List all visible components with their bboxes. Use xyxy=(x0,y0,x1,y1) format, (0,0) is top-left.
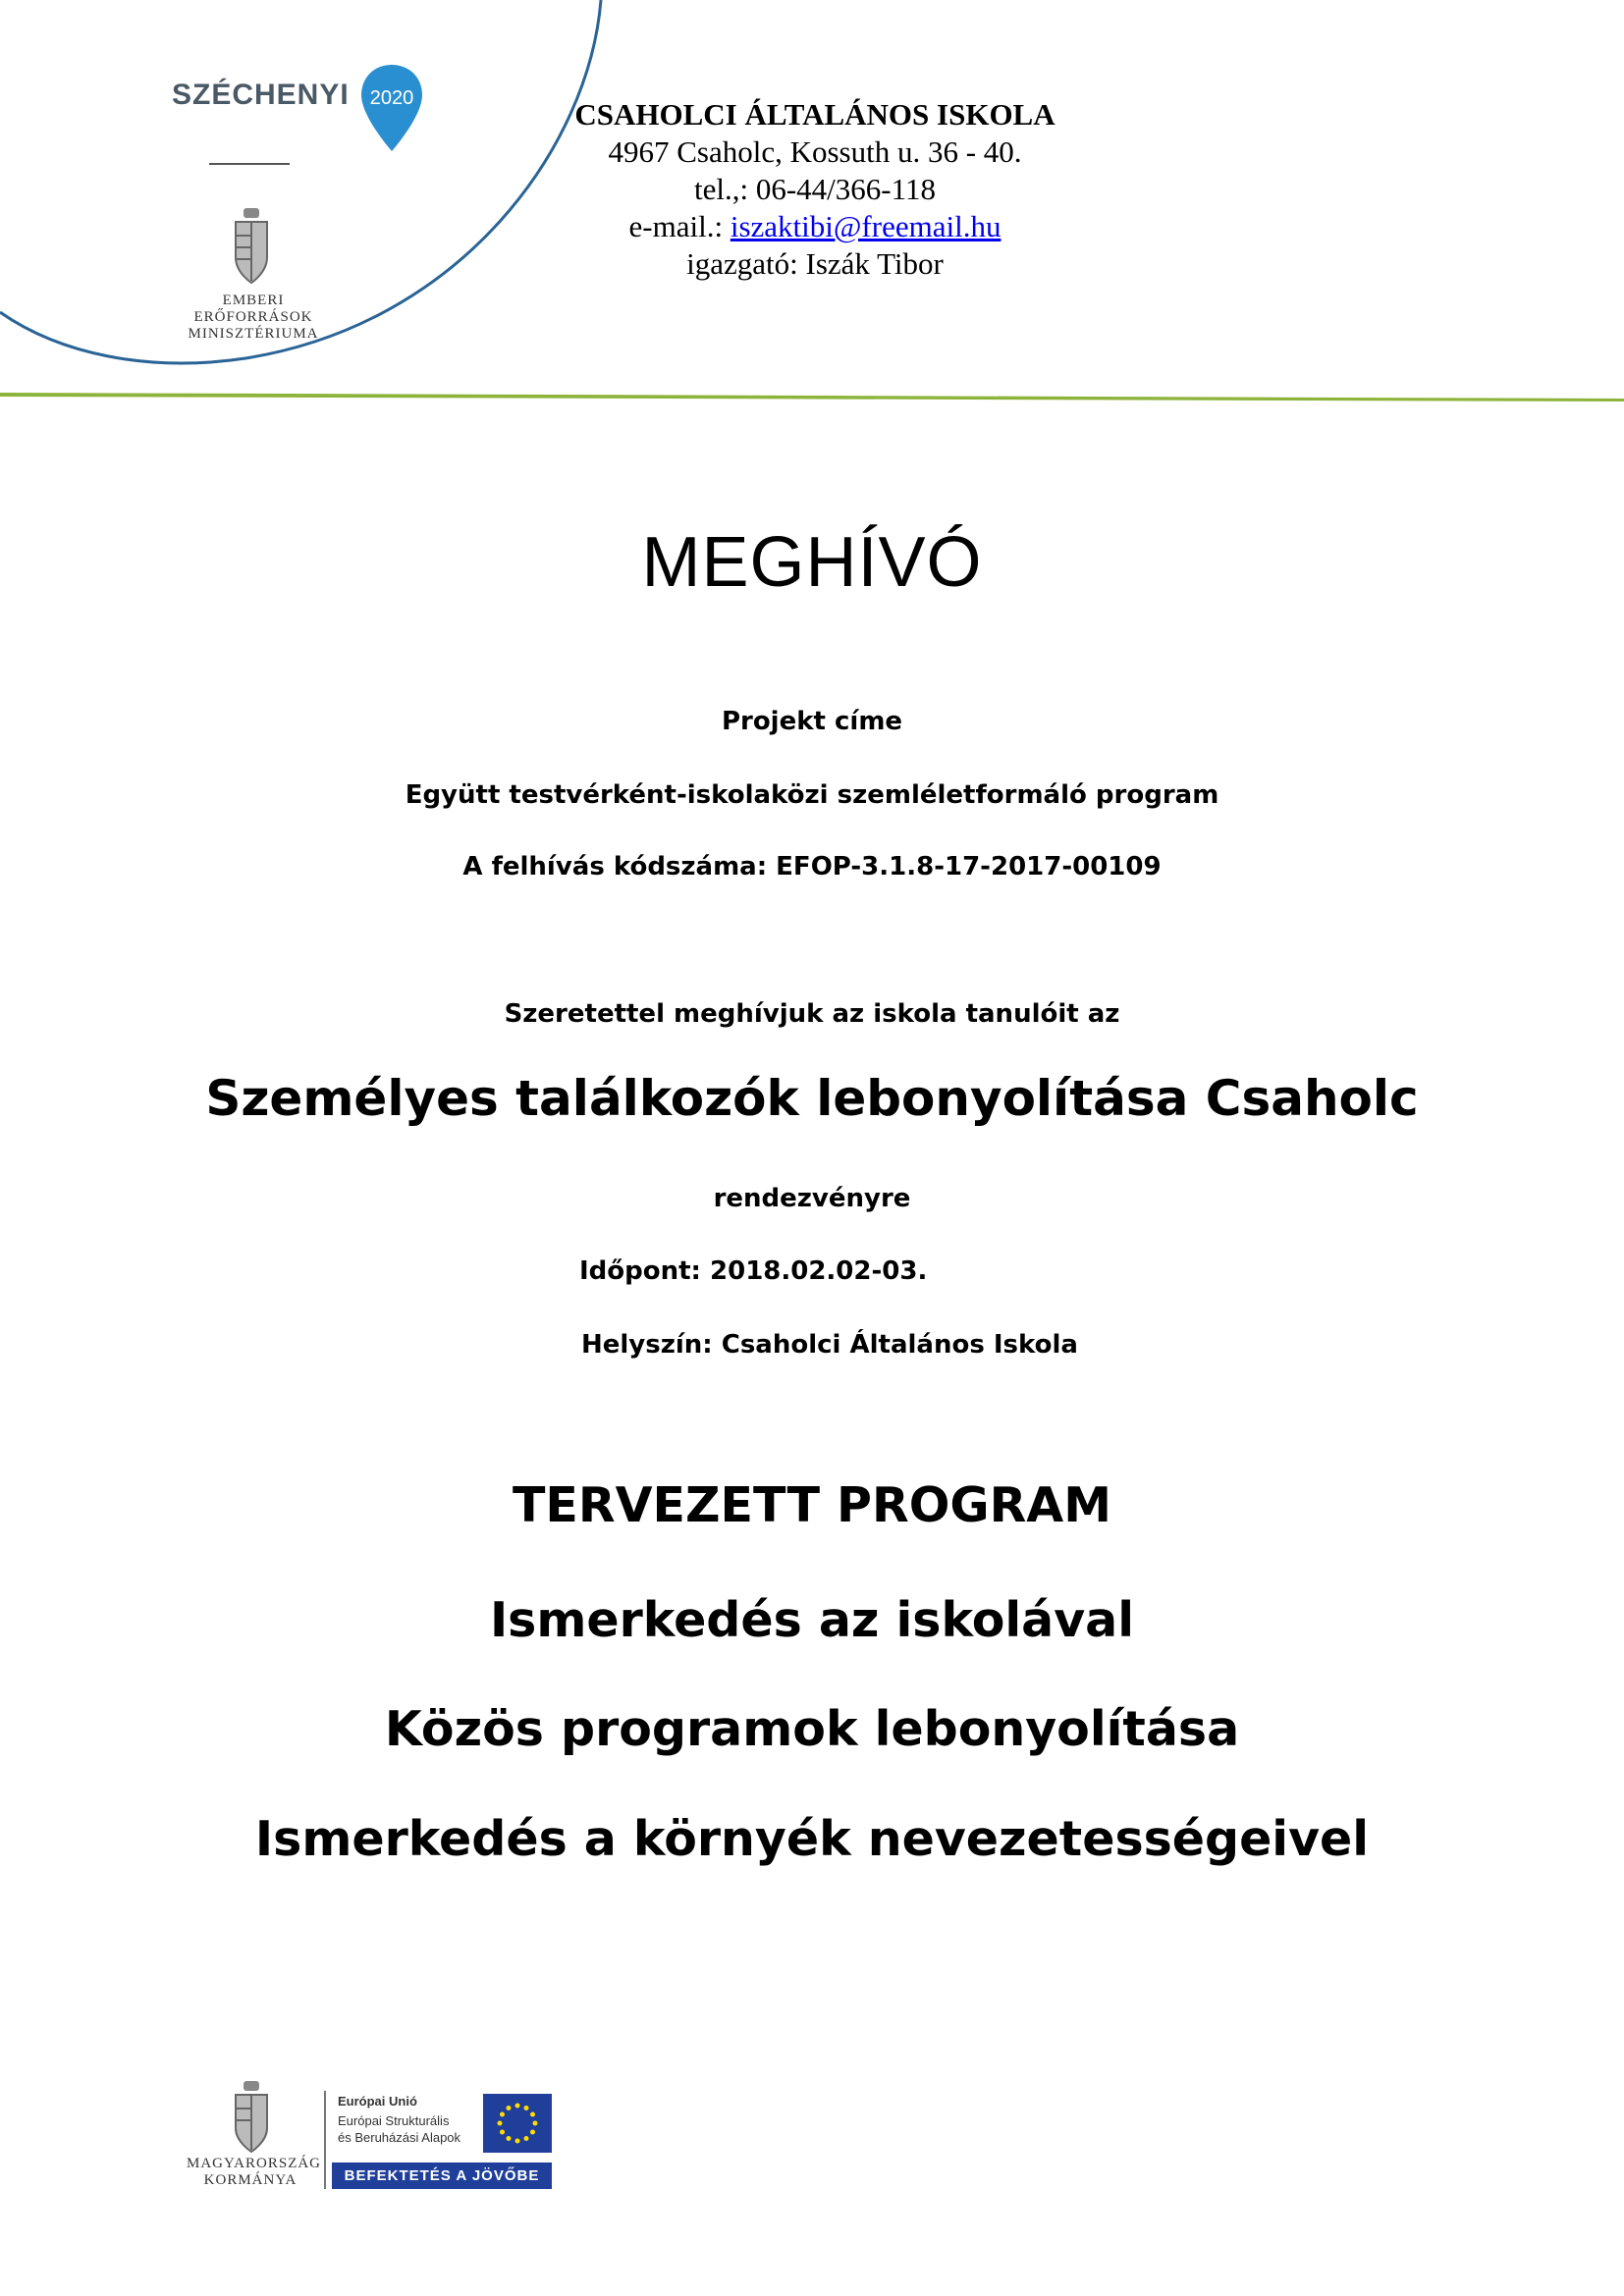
government-crest-icon xyxy=(232,2081,271,2154)
invitation-suffix: rendezvényre xyxy=(713,1184,911,1213)
eu-title: Európai Unió xyxy=(338,2094,417,2109)
school-email-link[interactable]: iszaktibi@freemail.hu xyxy=(730,209,1001,243)
project-heading: Projekt címe xyxy=(721,707,903,736)
green-divider xyxy=(0,391,1624,402)
government-name-line2: KORMÁNYA xyxy=(203,2172,298,2188)
program-item: Ismerkedés az iskolával xyxy=(489,1592,1135,1648)
ministry-crest-icon xyxy=(232,208,271,287)
ministry-name xyxy=(165,293,342,343)
event-time: Időpont: 2018.02.02-03. xyxy=(579,1256,928,1286)
school-director: igazgató: Iszák Tibor xyxy=(686,246,944,281)
document-title: MEGHÍVÓ xyxy=(641,523,983,602)
szechenyi-logo-text: SZÉCHENYI xyxy=(172,79,350,111)
ministry-name-line2: MINISZTÉRIUMA xyxy=(188,326,319,342)
program-heading: TERVEZETT PROGRAM xyxy=(513,1477,1111,1533)
invitation-intro: Szeretettel meghívjuk az iskola tanulóit az xyxy=(504,999,1120,1029)
project-name: Együtt testvérként-iskolaközi szemléletformáló program xyxy=(405,780,1219,810)
school-email-prefix: e-mail.: xyxy=(628,209,731,243)
school-name: CSAHOLCI ÁLTALÁNOS ISKOLA xyxy=(574,97,1056,132)
school-contact-block xyxy=(550,96,1080,283)
eu-banner: BEFEKTETÉS A JÖVŐBE xyxy=(332,2163,552,2189)
school-phone: tel.,: 06-44/366-118 xyxy=(694,172,936,206)
szechenyi-year: 2020 xyxy=(369,87,414,109)
eu-fund-line1: Európai Strukturális xyxy=(338,2113,450,2128)
event-place: Helyszín: Csaholci Általános Iskola xyxy=(581,1330,1078,1360)
eu-flag-icon xyxy=(483,2094,552,2153)
program-item: Közös programok lebonyolítása xyxy=(384,1701,1240,1757)
program-item: Ismerkedés a környék nevezetességeivel xyxy=(254,1811,1370,1867)
government-name xyxy=(187,2156,322,2189)
school-email-line xyxy=(550,208,1080,245)
project-code: A felhívás kódszáma: EFOP-3.1.8-17-2017-00109 xyxy=(462,852,1162,881)
school-address: 4967 Csaholc, Kossuth u. 36 - 40. xyxy=(608,134,1022,169)
szechenyi-2020-pin-icon xyxy=(359,63,424,153)
event-name: Személyes találkozók lebonyolítása Csaholc xyxy=(205,1070,1419,1127)
ministry-name-line1: EMBERI ERŐFORRÁSOK xyxy=(193,293,313,325)
government-name-line1: MAGYARORSZÁG xyxy=(187,2156,322,2171)
logo-underline xyxy=(209,163,290,165)
eu-fund-text xyxy=(338,2112,475,2146)
eu-fund-line2: és Beruházási Alapok xyxy=(338,2130,461,2145)
